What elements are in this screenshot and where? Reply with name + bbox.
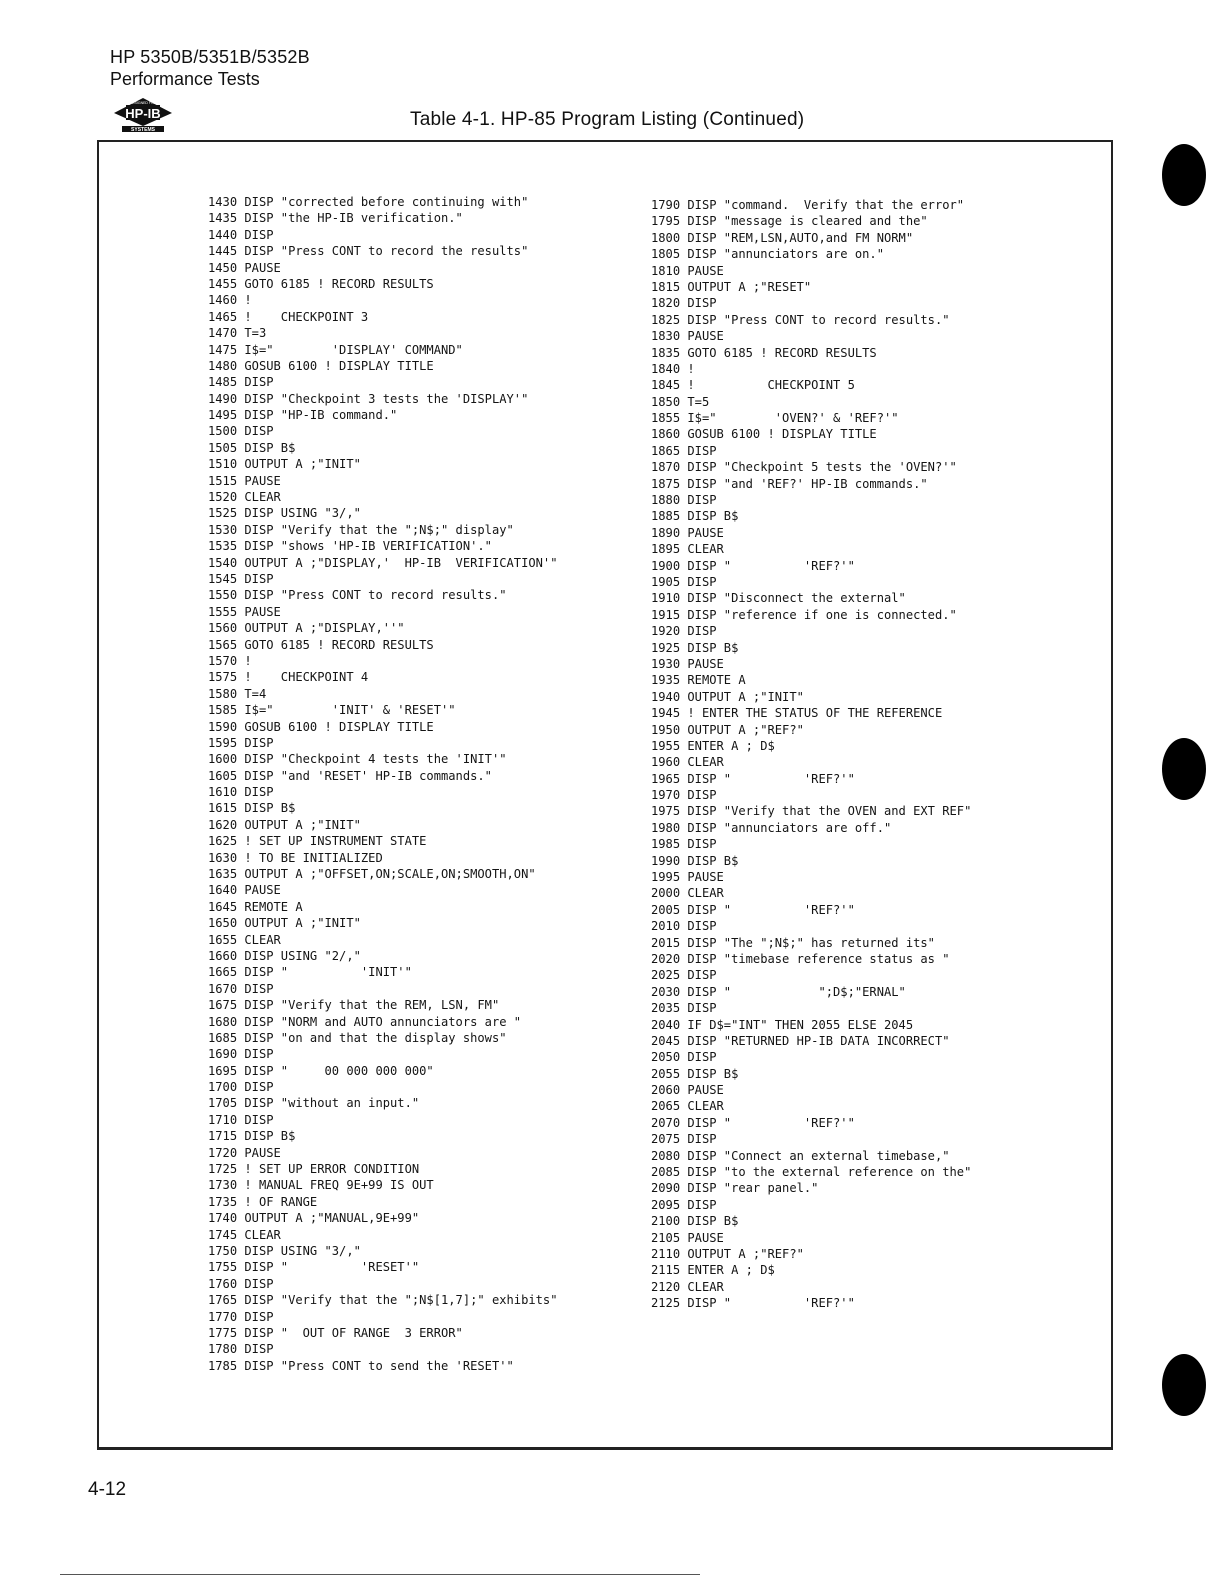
code-line: 1480 GOSUB 6100 ! DISPLAY TITLE bbox=[208, 358, 434, 373]
hpib-systems-logo bbox=[110, 96, 176, 132]
code-line: 1740 OUTPUT A ;"MANUAL,9E+99" bbox=[208, 1211, 420, 1226]
code-line: 1500 DISP bbox=[208, 424, 274, 439]
code-line: 1800 DISP "REM,LSN,AUTO,and FM NORM" bbox=[651, 230, 914, 245]
code-line: 2000 CLEAR bbox=[651, 886, 724, 901]
code-line: 1930 PAUSE bbox=[651, 656, 724, 671]
code-line: 2085 DISP "to the external reference on the" bbox=[651, 1165, 972, 1180]
code-line: 1695 DISP " 00 000 000 000" bbox=[208, 1063, 434, 1078]
code-line: 1860 GOSUB 6100 ! DISPLAY TITLE bbox=[651, 427, 877, 442]
code-line: 2065 CLEAR bbox=[651, 1099, 724, 1114]
code-line: 1870 DISP "Checkpoint 5 tests the 'OVEN?'" bbox=[651, 460, 957, 475]
code-line: 1495 DISP "HP-IB command." bbox=[208, 408, 398, 423]
code-line: 1700 DISP bbox=[208, 1080, 274, 1095]
code-line: 1900 DISP " 'REF?'" bbox=[651, 558, 855, 573]
code-line: 1715 DISP B$ bbox=[208, 1129, 296, 1144]
code-line: 1625 ! SET UP INSTRUMENT STATE bbox=[208, 834, 427, 849]
code-line: 1840 ! bbox=[651, 361, 695, 376]
code-line: 1975 DISP "Verify that the OVEN and EXT REF" bbox=[651, 804, 972, 819]
code-line: 1855 I$=" 'OVEN?' & 'REF?'" bbox=[651, 411, 899, 426]
code-line: 1455 GOTO 6185 ! RECORD RESULTS bbox=[208, 276, 434, 291]
code-line: 1790 DISP "command. Verify that the error" bbox=[651, 198, 965, 212]
code-line: 1435 DISP "the HP-IB verification." bbox=[208, 211, 463, 226]
code-line: 1545 DISP bbox=[208, 571, 274, 586]
code-line: 1485 DISP bbox=[208, 375, 274, 390]
code-line: 1560 OUTPUT A ;"DISPLAY,''" bbox=[208, 621, 405, 636]
code-line: 1985 DISP bbox=[651, 837, 717, 852]
code-line: 2010 DISP bbox=[651, 919, 717, 934]
listing-right-column bbox=[651, 197, 971, 1312]
code-line: 1825 DISP "Press CONT to record results." bbox=[651, 312, 950, 327]
code-line: 2055 DISP B$ bbox=[651, 1066, 739, 1081]
code-line: 1685 DISP "on and that the display shows" bbox=[208, 1030, 507, 1045]
code-line: 1445 DISP "Press CONT to record the results" bbox=[208, 244, 529, 259]
code-line: 2070 DISP " 'REF?'" bbox=[651, 1115, 855, 1130]
code-line: 1535 DISP "shows 'HP-IB VERIFICATION'." bbox=[208, 539, 492, 554]
code-line: 1940 OUTPUT A ;"INIT" bbox=[651, 689, 804, 704]
code-line: 1925 DISP B$ bbox=[651, 640, 739, 655]
code-line: 1575 ! CHECKPOINT 4 bbox=[208, 670, 369, 685]
code-line: 1595 DISP bbox=[208, 735, 274, 750]
code-line: 1755 DISP " 'RESET'" bbox=[208, 1260, 420, 1275]
code-line: 1905 DISP bbox=[651, 574, 717, 589]
code-line: 2090 DISP "rear panel." bbox=[651, 1181, 819, 1196]
code-line: 1550 DISP "Press CONT to record results." bbox=[208, 588, 507, 603]
code-line: 1805 DISP "annunciators are on." bbox=[651, 247, 884, 262]
code-line: 2050 DISP bbox=[651, 1050, 717, 1065]
code-line: 1525 DISP USING "3/," bbox=[208, 506, 361, 521]
logo-bottom-text: SYSTEMS bbox=[131, 127, 155, 132]
code-line: 1570 ! bbox=[208, 653, 252, 668]
code-line: 1820 DISP bbox=[651, 296, 717, 311]
page-number: 4-12 bbox=[88, 1479, 127, 1500]
code-line: 1655 CLEAR bbox=[208, 932, 281, 947]
code-line: 1830 PAUSE bbox=[651, 329, 724, 344]
code-line: 1955 ENTER A ; D$ bbox=[651, 738, 775, 753]
code-line: 1565 GOTO 6185 ! RECORD RESULTS bbox=[208, 637, 434, 652]
code-line: 1645 REMOTE A bbox=[208, 899, 303, 914]
code-line: 2015 DISP "The ";N$;" has returned its" bbox=[651, 935, 935, 950]
code-line: 1890 PAUSE bbox=[651, 525, 724, 540]
code-line: 2120 CLEAR bbox=[651, 1279, 724, 1294]
code-line: 1465 ! CHECKPOINT 3 bbox=[208, 309, 369, 324]
code-line: 1540 OUTPUT A ;"DISPLAY,' HP-IB VERIFICATION'" bbox=[208, 555, 558, 570]
code-line: 1680 DISP "NORM and AUTO annunciators are " bbox=[208, 1014, 522, 1029]
code-line: 1770 DISP bbox=[208, 1309, 274, 1324]
code-line: 1510 OUTPUT A ;"INIT" bbox=[208, 457, 361, 472]
code-line: 1845 ! CHECKPOINT 5 bbox=[651, 378, 855, 393]
code-line: 1835 GOTO 6185 ! RECORD RESULTS bbox=[651, 345, 877, 360]
code-line: 1780 DISP bbox=[208, 1342, 274, 1357]
logo-main-text: HP-IB bbox=[125, 106, 161, 121]
code-line: 2025 DISP bbox=[651, 968, 717, 983]
header-subtitle: Performance Tests bbox=[110, 69, 260, 89]
code-line: 1910 DISP "Disconnect the external" bbox=[651, 591, 906, 606]
code-line: 1710 DISP bbox=[208, 1112, 274, 1127]
table-caption: Table 4-1. HP-85 Program Listing (Continued) bbox=[410, 109, 805, 130]
code-line: 1865 DISP bbox=[651, 443, 717, 458]
code-line: 2075 DISP bbox=[651, 1132, 717, 1147]
code-line: 1490 DISP "Checkpoint 3 tests the 'DISPLAY'" bbox=[208, 391, 529, 406]
code-line: 1775 DISP " OUT OF RANGE 3 ERROR" bbox=[208, 1325, 463, 1340]
code-line: 1960 CLEAR bbox=[651, 755, 724, 770]
binder-hole bbox=[1162, 144, 1206, 206]
code-line: 1920 DISP bbox=[651, 624, 717, 639]
code-line: 1460 ! bbox=[208, 293, 252, 308]
code-line: 1470 T=3 bbox=[208, 326, 267, 341]
code-line: 2110 OUTPUT A ;"REF?" bbox=[651, 1247, 804, 1261]
code-line: 1760 DISP bbox=[208, 1276, 274, 1291]
code-line: 1785 DISP "Press CONT to send the 'RESET'" bbox=[208, 1358, 514, 1373]
code-line: 1725 ! SET UP ERROR CONDITION bbox=[208, 1162, 420, 1177]
code-line: 1640 PAUSE bbox=[208, 883, 281, 898]
code-line: 1580 T=4 bbox=[208, 686, 267, 701]
code-line: 1950 OUTPUT A ;"REF?" bbox=[651, 722, 804, 737]
code-line: 1915 DISP "reference if one is connected." bbox=[651, 607, 957, 622]
code-line: 1450 PAUSE bbox=[208, 260, 281, 275]
listing-left-column bbox=[208, 194, 558, 1374]
code-line: 1660 DISP USING "2/," bbox=[208, 948, 361, 963]
code-line: 2045 DISP "RETURNED HP-IB DATA INCORRECT" bbox=[651, 1033, 950, 1048]
code-line: 1745 CLEAR bbox=[208, 1227, 281, 1242]
code-line: 1630 ! TO BE INITIALIZED bbox=[208, 850, 383, 865]
code-line: 1945 ! ENTER THE STATUS OF THE REFERENCE bbox=[651, 706, 943, 721]
code-line: 1885 DISP B$ bbox=[651, 509, 739, 524]
code-line: 1705 DISP "without an input." bbox=[208, 1096, 420, 1111]
header-title: HP 5350B/5351B/5352B bbox=[110, 47, 310, 67]
code-line: 1430 DISP "corrected before continuing with" bbox=[208, 195, 529, 209]
code-line: 1615 DISP B$ bbox=[208, 801, 296, 816]
code-line: 1895 CLEAR bbox=[651, 542, 724, 557]
code-line: 1505 DISP B$ bbox=[208, 440, 296, 455]
code-line: 1475 I$=" 'DISPLAY' COMMAND" bbox=[208, 342, 463, 357]
code-line: 1720 PAUSE bbox=[208, 1145, 281, 1160]
code-line: 2035 DISP bbox=[651, 1001, 717, 1016]
code-line: 1970 DISP bbox=[651, 788, 717, 803]
code-line: 1795 DISP "message is cleared and the" bbox=[651, 214, 928, 229]
code-line: 2060 PAUSE bbox=[651, 1083, 724, 1098]
code-line: 2100 DISP B$ bbox=[651, 1214, 739, 1229]
code-line: 1635 OUTPUT A ;"OFFSET,ON;SCALE,ON;SMOOTH,ON" bbox=[208, 867, 536, 882]
code-line: 1815 OUTPUT A ;"RESET" bbox=[651, 279, 812, 294]
code-line: 1585 I$=" 'INIT' & 'RESET'" bbox=[208, 703, 456, 718]
code-line: 1605 DISP "and 'RESET' HP-IB commands." bbox=[208, 768, 492, 783]
code-line: 1765 DISP "Verify that the ";N$[1,7];" exhibits" bbox=[208, 1293, 558, 1308]
code-line: 2040 IF D$="INT" THEN 2055 ELSE 2045 bbox=[651, 1017, 914, 1032]
code-line: 1555 PAUSE bbox=[208, 604, 281, 619]
code-line: 1515 PAUSE bbox=[208, 473, 281, 488]
code-line: 1850 T=5 bbox=[651, 394, 710, 409]
code-line: 1995 PAUSE bbox=[651, 870, 724, 885]
code-line: 1670 DISP bbox=[208, 981, 274, 996]
code-line: 1980 DISP "annunciators are off." bbox=[651, 820, 892, 835]
code-line: 2105 PAUSE bbox=[651, 1230, 724, 1245]
binder-hole bbox=[1162, 1354, 1206, 1416]
code-line: 2115 ENTER A ; D$ bbox=[651, 1263, 775, 1278]
code-line: 1935 REMOTE A bbox=[651, 673, 746, 688]
code-line: 2020 DISP "timebase reference status as " bbox=[651, 951, 950, 966]
code-line: 1610 DISP bbox=[208, 785, 274, 800]
code-line: 1990 DISP B$ bbox=[651, 853, 739, 868]
footer-rule bbox=[60, 1574, 700, 1575]
code-line: 2030 DISP " ";D$;"ERNAL" bbox=[651, 984, 906, 999]
code-line: 1675 DISP "Verify that the REM, LSN, FM" bbox=[208, 998, 500, 1013]
code-line: 1600 DISP "Checkpoint 4 tests the 'INIT'" bbox=[208, 752, 507, 767]
code-line: 2080 DISP "Connect an external timebase," bbox=[651, 1148, 950, 1163]
code-line: 2125 DISP " 'REF?'" bbox=[651, 1296, 855, 1311]
logo-top-text: DESIGNED FOR bbox=[129, 101, 157, 105]
code-line: 1875 DISP "and 'REF?' HP-IB commands." bbox=[651, 476, 928, 491]
code-line: 1730 ! MANUAL FREQ 9E+99 IS OUT bbox=[208, 1178, 434, 1193]
code-line: 1620 OUTPUT A ;"INIT" bbox=[208, 817, 361, 832]
code-line: 1590 GOSUB 6100 ! DISPLAY TITLE bbox=[208, 719, 434, 734]
code-line: 1965 DISP " 'REF?'" bbox=[651, 771, 855, 786]
code-line: 2005 DISP " 'REF?'" bbox=[651, 902, 855, 917]
code-line: 1650 OUTPUT A ;"INIT" bbox=[208, 916, 361, 931]
code-line: 1440 DISP bbox=[208, 227, 274, 242]
code-line: 1735 ! OF RANGE bbox=[208, 1194, 318, 1209]
code-line: 1810 PAUSE bbox=[651, 263, 724, 278]
code-line: 2095 DISP bbox=[651, 1197, 717, 1212]
code-line: 1750 DISP USING "3/," bbox=[208, 1244, 361, 1258]
binder-hole bbox=[1162, 738, 1206, 800]
code-line: 1880 DISP bbox=[651, 493, 717, 508]
code-line: 1665 DISP " 'INIT'" bbox=[208, 965, 412, 980]
code-line: 1530 DISP "Verify that the ";N$;" display" bbox=[208, 522, 514, 537]
code-line: 1520 CLEAR bbox=[208, 490, 281, 505]
code-line: 1690 DISP bbox=[208, 1047, 274, 1062]
